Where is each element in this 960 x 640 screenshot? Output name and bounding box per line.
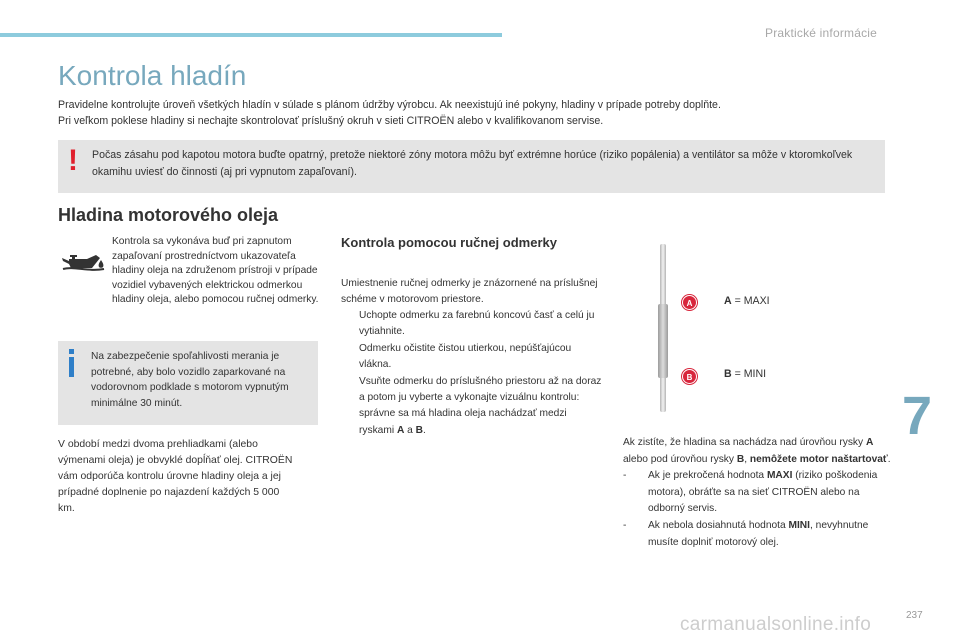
result-warning-bold: nemôžete motor naštartovať [749,453,888,465]
oil-can-icon [60,252,106,274]
result-paragraph [623,435,893,468]
list-item [341,308,603,341]
dipstick-section-title: Kontrola pomocou ručnej odmerky [341,235,557,250]
info-text: Na zabezpečenie spoľahlivosti merania je potrebné, aby bolo vozidlo zaparkované na vodorovnom podklade s motorom vypnutým minimálne 30 minút. [91,351,289,409]
item-text: , nevyhnutne musíte doplniť motorový olej. [648,519,869,548]
step-text: Uchopte odmerku za farebnú koncovú časť a celú ju vytiahnite. [359,310,595,338]
marker-b-badge: B [682,369,697,384]
legend-maxi-text: = MAXI [731,295,770,307]
chapter-label: Praktické informácie [765,26,878,40]
intro-line-1: Pravidelne kontrolujte úroveň všetkých hladín v súlade s plánom údržby výrobcu. Ak neexistujú iné pokyny, hladiny v prípade potreby doplňte. [58,99,721,111]
list-item [623,468,893,518]
item-bold: MAXI [766,470,793,482]
intro-line-2: Pri veľkom poklese hladiny si nechajte skontrolovať príslušný okruh v sieti CITROËN alebo v kvalifikovanom servise. [58,115,604,127]
intro-paragraph [58,97,878,129]
legend-mini-text: = MINI [731,368,767,380]
dipstick-level-zone [658,304,668,378]
result-text-1: Ak zistíte, že hladina sa nachádza nad úrovňou rysky [623,437,866,448]
warning-box [58,140,885,193]
step-text: Vsuňte odmerku do príslušného priestoru až na doraz a potom ju vyberte a vykonajte vizuálnu kontrolu: správne sa má hladina oleja nachádzať medzi ryskami [359,375,602,436]
watermark: carmanualsonline.info [680,614,872,635]
section-title: Hladina motorového oleja [58,205,279,225]
marker-a-badge: A [682,295,697,310]
result-period: . [887,453,891,465]
item-text: Ak nebola dosiahnutá hodnota [648,519,789,531]
legend-mini [724,368,766,380]
step-connector: a [404,424,416,436]
info-box [58,341,318,425]
result-text [623,435,893,551]
dash-marker: - [623,470,627,482]
warning-icon: ! [68,144,78,177]
dipstick-illustration [657,244,669,412]
legend-maxi [724,295,770,307]
info-icon [68,349,75,377]
result-sep: , [744,453,750,465]
page-title: Kontrola hladín [58,60,247,91]
step-text: Odmerku očistite čistou utierkou, nepúšťajúcou vlákna. [359,342,572,371]
item-bold: MINI [788,519,810,531]
list-item [341,374,603,440]
legend-maxi-letter: A [724,295,732,307]
result-text-2: alebo pod úrovňou rysky [623,453,737,465]
warning-text: Počas zásahu pod kapotou motora buďte opatrný, pretože niektoré zóny motora môžu byť extrémne horúce (riziko popálenia) a ventilátor sa môže v ktoromkoľvek okamihu uviesť do činnosti (aj pri vypnutom zapaľovaní). [92,149,853,178]
result-list [623,468,893,551]
step-mark-a: A [396,424,405,436]
dipstick-intro: Umiestnenie ručnej odmerky je znázornené na príslušnej schéme v motorovom priestore. [341,278,598,306]
header-accent-bar [0,33,502,37]
result-mark-b: B [736,453,745,465]
oil-interval-text: V období medzi dvoma prehliadkami (alebo výmenami oleja) je obvyklé dopĺňať olej. CITROËN vám odporúča kontrolu úrovne hladiny oleja a jej prípadné doplnenie po najazdení každých 5 000 km. [58,439,293,514]
step-period: . [422,424,426,436]
page-number: 237 [906,610,923,621]
dipstick-steps [341,308,603,439]
legend-mini-letter: B [724,368,732,380]
dash-marker: - [623,519,627,531]
oil-check-description: Kontrola sa vykonáva buď pri zapnutom zapaľovaní prostredníctvom ukazovateľa hladiny oleja na združenom prístroji v prípade vozidiel vybavených elektrickou odmerkou hladiny oleja, alebo pomocou ručnej odmerky. [112,236,319,306]
item-text: Ak je prekročená hodnota [648,470,767,482]
chapter-number: 7 [902,386,933,446]
list-item [623,518,893,551]
item-text: (riziko poškodenia motora), obráťte sa na sieť CITROËN alebo na odborný servis. [648,470,878,515]
step-mark-b: B [415,424,423,436]
list-item [341,341,603,374]
result-mark-a: A [865,437,874,448]
